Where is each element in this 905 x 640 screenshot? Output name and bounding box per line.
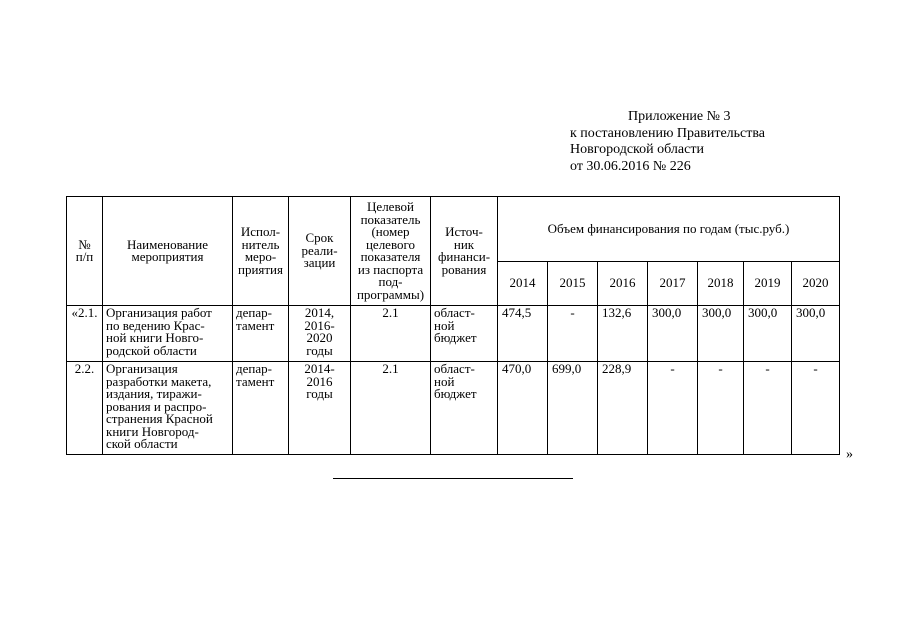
row-term: 2014- 2016 годы: [289, 362, 351, 455]
row-value: -: [744, 362, 792, 455]
table-row: [67, 362, 840, 455]
row-term: 2014, 2016- 2020 годы: [289, 306, 351, 362]
row-source: област- ной бюджет: [431, 306, 498, 362]
row-target: 2.1: [351, 306, 431, 362]
year-header: 2016: [598, 262, 648, 306]
header-name: Наименование мероприятия: [103, 197, 233, 306]
header-executor: Испол- нитель меро- приятия: [233, 197, 289, 306]
row-value: 699,0: [548, 362, 598, 455]
row-value: 132,6: [598, 306, 648, 362]
year-header: 2014: [498, 262, 548, 306]
appendix-title: Приложение № 3: [628, 109, 731, 124]
row-target: 2.1: [351, 362, 431, 455]
funding-table: [66, 196, 840, 455]
row-value: 300,0: [648, 306, 698, 362]
row-value: -: [792, 362, 840, 455]
appendix-line-resolution: к постановлению Правительства: [570, 125, 766, 141]
row-value: -: [698, 362, 744, 455]
row-executor: депар- тамент: [233, 362, 289, 455]
row-source: област- ной бюджет: [431, 362, 498, 455]
appendix-line-region: Новгородской области: [570, 142, 704, 157]
row-value: 474,5: [498, 306, 548, 362]
row-name: Организация работ по ведению Крас- ной книги Новго- родской области: [103, 306, 233, 362]
row-value: 470,0: [498, 362, 548, 455]
year-header: 2019: [744, 262, 792, 306]
row-value: 300,0: [698, 306, 744, 362]
row-value: -: [548, 306, 598, 362]
row-value: 228,9: [598, 362, 648, 455]
appendix-line-date: от 30.06.2016 № 226: [570, 158, 691, 174]
year-header: 2020: [792, 262, 840, 306]
header-target: Целевой показатель (номер целевого показателя из паспорта под- программы): [351, 197, 431, 306]
appendix-header: [570, 109, 765, 175]
closing-quote: »: [846, 447, 853, 462]
bottom-divider: [333, 478, 573, 479]
row-value: 300,0: [792, 306, 840, 362]
header-source: Источ- ник финанси- рования: [431, 197, 498, 306]
header-num: № п/п: [67, 197, 103, 306]
table-row: [67, 306, 840, 362]
row-name: Организация разработки макета, издания, тиражи- рования и распро- странения Красной книги Новгород- ской области: [103, 362, 233, 455]
row-num: «2.1.: [67, 306, 103, 362]
header-term: Срок реали- зации: [289, 197, 351, 306]
header-funding: Объем финансирования по годам (тыс.руб.): [498, 197, 840, 262]
row-num: 2.2.: [67, 362, 103, 455]
row-executor: депар- тамент: [233, 306, 289, 362]
row-value: 300,0: [744, 306, 792, 362]
row-value: -: [648, 362, 698, 455]
year-header: 2018: [698, 262, 744, 306]
year-header: 2015: [548, 262, 598, 306]
year-header: 2017: [648, 262, 698, 306]
